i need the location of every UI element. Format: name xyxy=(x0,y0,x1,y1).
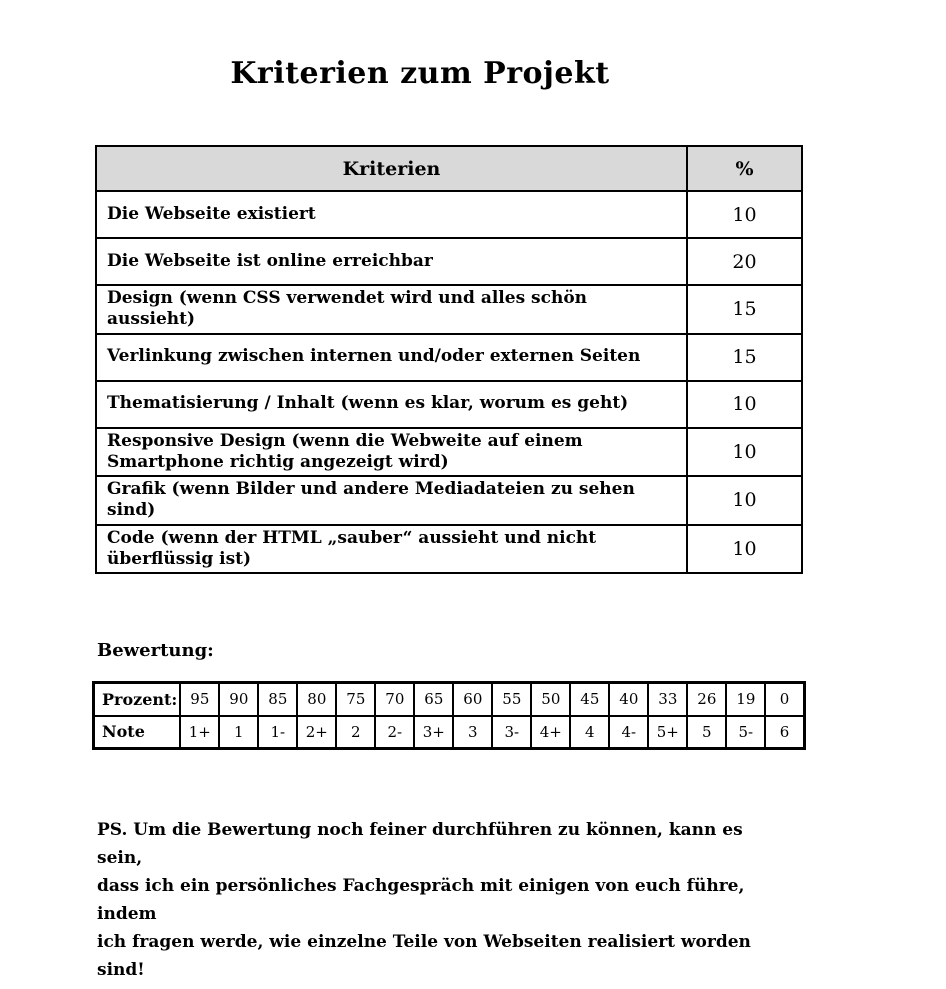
note-row xyxy=(94,716,805,749)
note-row-header: Note xyxy=(94,716,181,749)
criterion-percent: 20 xyxy=(687,238,802,285)
criterion-label: Die Webseite ist online erreichbar xyxy=(96,238,687,285)
prozent-value: 33 xyxy=(648,683,687,716)
prozent-value: 95 xyxy=(180,683,219,716)
note-value: 4- xyxy=(609,716,648,749)
note-value: 5+ xyxy=(648,716,687,749)
table-row xyxy=(96,428,802,477)
criteria-header-label: Kriterien xyxy=(96,146,687,191)
prozent-value: 90 xyxy=(219,683,258,716)
criterion-percent: 15 xyxy=(687,285,802,334)
page-title: Kriterien zum Projekt xyxy=(230,56,610,91)
grading-section-label: Bewertung: xyxy=(97,640,214,661)
prozent-value: 70 xyxy=(375,683,414,716)
note-value: 3 xyxy=(453,716,492,749)
prozent-value: 40 xyxy=(609,683,648,716)
criterion-label: Responsive Design (wenn die Webweite auf einem Smartphone richtig angezeigt wird) xyxy=(96,428,687,477)
criterion-percent: 10 xyxy=(687,381,802,428)
ps-note-line: ich fragen werde, wie einzelne Teile von Webseiten realisiert worden sind! xyxy=(97,932,751,980)
table-row xyxy=(96,476,802,525)
criteria-header-row xyxy=(96,146,802,191)
table-row xyxy=(96,238,802,285)
prozent-value: 65 xyxy=(414,683,453,716)
prozent-value: 50 xyxy=(531,683,570,716)
table-row xyxy=(96,525,802,574)
note-value: 5 xyxy=(687,716,726,749)
table-row xyxy=(96,334,802,381)
percent-header-label: % xyxy=(687,146,802,191)
note-value: 5- xyxy=(726,716,765,749)
table-row xyxy=(96,285,802,334)
prozent-value: 45 xyxy=(570,683,609,716)
prozent-value: 19 xyxy=(726,683,765,716)
note-value: 2- xyxy=(375,716,414,749)
prozent-value: 26 xyxy=(687,683,726,716)
criterion-label: Thematisierung / Inhalt (wenn es klar, worum es geht) xyxy=(96,381,687,428)
table-row xyxy=(96,191,802,238)
ps-note xyxy=(97,816,777,984)
note-value: 2 xyxy=(336,716,375,749)
criterion-label: Code (wenn der HTML „sauber“ aussieht und nicht überflüssig ist) xyxy=(96,525,687,574)
prozent-value: 0 xyxy=(765,683,804,716)
prozent-value: 60 xyxy=(453,683,492,716)
criterion-percent: 10 xyxy=(687,191,802,238)
criterion-label: Grafik (wenn Bilder und andere Mediadateien zu sehen sind) xyxy=(96,476,687,525)
criterion-percent: 15 xyxy=(687,334,802,381)
prozent-row xyxy=(94,683,805,716)
criterion-label: Design (wenn CSS verwendet wird und alles schön aussieht) xyxy=(96,285,687,334)
note-value: 1- xyxy=(258,716,297,749)
note-value: 4 xyxy=(570,716,609,749)
note-value: 1+ xyxy=(180,716,219,749)
note-value: 4+ xyxy=(531,716,570,749)
note-value: 6 xyxy=(765,716,804,749)
prozent-value: 55 xyxy=(492,683,531,716)
criterion-label: Die Webseite existiert xyxy=(96,191,687,238)
prozent-value: 85 xyxy=(258,683,297,716)
ps-note-line: dass ich ein persönliches Fachgespräch mit einigen von euch führe, indem xyxy=(97,876,745,924)
note-value: 3- xyxy=(492,716,531,749)
note-value: 1 xyxy=(219,716,258,749)
prozent-row-header: Prozent: xyxy=(94,683,181,716)
criterion-percent: 10 xyxy=(687,525,802,574)
note-value: 3+ xyxy=(414,716,453,749)
note-value: 2+ xyxy=(297,716,336,749)
ps-note-line: PS. Um die Bewertung noch feiner durchführen zu können, kann es sein, xyxy=(97,820,743,868)
criterion-percent: 10 xyxy=(687,476,802,525)
table-row xyxy=(96,381,802,428)
criterion-label: Verlinkung zwischen internen und/oder externen Seiten xyxy=(96,334,687,381)
criterion-percent: 10 xyxy=(687,428,802,477)
prozent-value: 75 xyxy=(336,683,375,716)
prozent-value: 80 xyxy=(297,683,336,716)
grading-scale-table xyxy=(92,681,806,750)
criteria-table xyxy=(95,145,803,574)
